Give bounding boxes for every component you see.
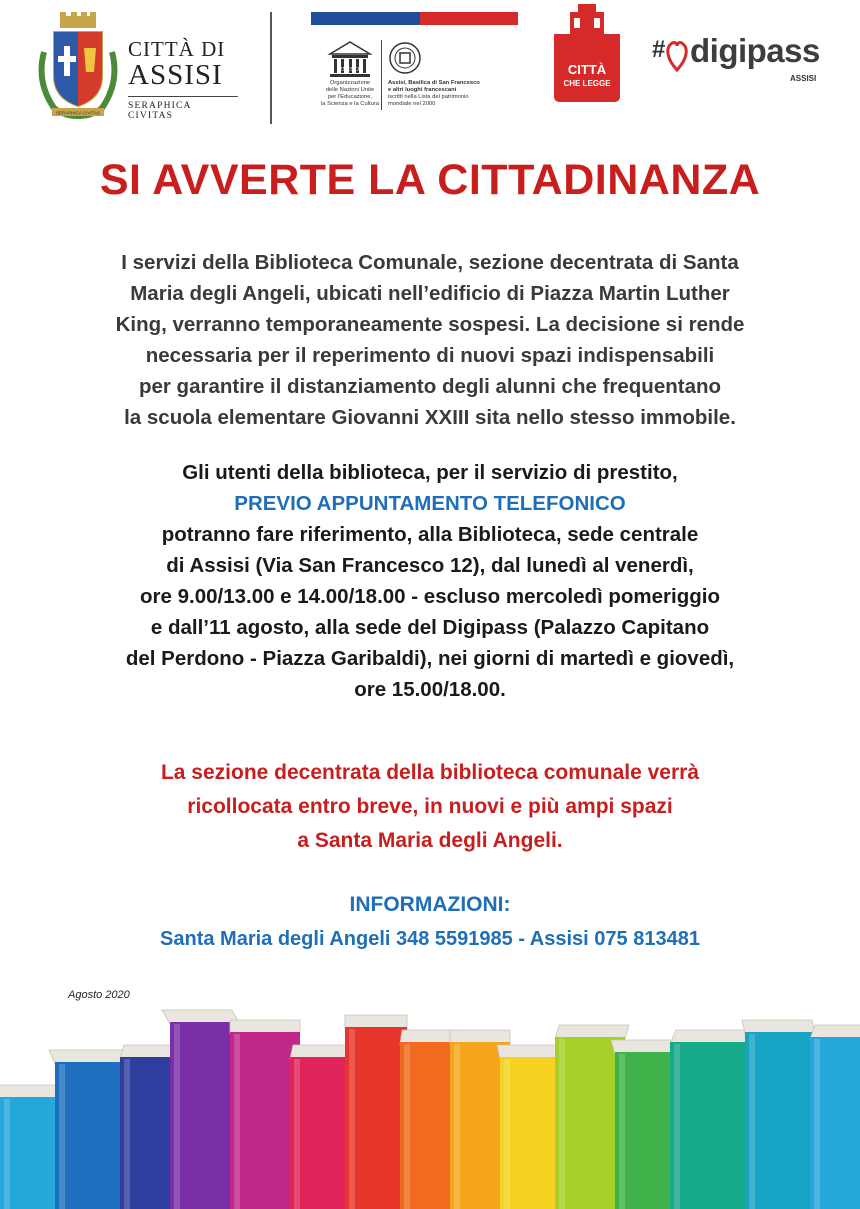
paragraph-line: King, verranno temporaneamente sospesi. La decisione si rende [115, 313, 745, 336]
book-pages [230, 1020, 300, 1034]
book-pages [162, 1010, 240, 1024]
book-spine-highlight [559, 1039, 565, 1209]
paragraph-line: a Santa Maria degli Angeli. [297, 829, 563, 852]
book-cover [230, 1032, 300, 1209]
paragraph-line: di Assisi (Via San Francesco 12), dal lunedì al venerdì, [166, 554, 694, 577]
book [670, 1030, 756, 1209]
header-divider [270, 12, 272, 124]
book-spine-highlight [619, 1054, 625, 1209]
book [742, 1020, 815, 1209]
book [230, 1020, 300, 1209]
appointment-highlight: PREVIO APPUNTAMENTO TELEFONICO [234, 492, 626, 515]
paragraph-line: la scuola elementare Giovanni XXIII sita nello stesso immobile. [124, 406, 736, 429]
unesco-org-line: per l'Educazione, [327, 94, 373, 100]
book [810, 1025, 860, 1209]
heritage-title-line: Assisi, Basilica di San Francesco [388, 80, 480, 86]
unesco-org-line: delle Nazioni Unite [325, 87, 375, 93]
book-spine-highlight [404, 1044, 410, 1209]
book-spine-highlight [124, 1059, 130, 1209]
book-pages [742, 1020, 815, 1034]
book [611, 1040, 680, 1209]
paragraph-line: ricollocata entro breve, in nuovi e più ampi spazi [187, 795, 673, 818]
book-spine-highlight [294, 1059, 300, 1209]
book [497, 1045, 562, 1209]
book-cover [555, 1037, 625, 1209]
assisi-crest-logo [34, 12, 122, 124]
paragraph-line: e dall’11 agosto, alla sede del Digipass (Palazzo Capitano [150, 616, 710, 639]
world-heritage-icon [387, 40, 423, 76]
paragraph-line: necessaria per il reperimento di nuovi spazi indispensabili [145, 344, 715, 367]
crest-banner-text: SERAPHICA CIVITAS [55, 110, 101, 116]
book-spine-highlight [174, 1024, 180, 1209]
paragraph-line: La sezione decentrata della biblioteca comunale verrà [160, 761, 700, 784]
unesco-color-bar [311, 12, 518, 25]
book-pages [810, 1025, 860, 1039]
heritage-text [388, 80, 508, 108]
book-spine-highlight [674, 1044, 680, 1209]
paragraph-line: per garantire il distanziamento degli alunni che frequentano [138, 375, 722, 398]
digipass-word: digipass [690, 32, 820, 69]
book-spine-highlight [59, 1064, 65, 1209]
digipass-sub: ASSISI [790, 74, 817, 83]
paragraph-line: ore 9.00/13.00 e 14.00/18.00 - escluso mercoledì pomeriggio [140, 585, 720, 608]
unesco-bar-red [420, 12, 518, 25]
book-spine-highlight [504, 1059, 510, 1209]
paragraph-line: ore 15.00/18.00. [354, 678, 506, 701]
heritage-note-line: mondiale nel 2000 [388, 101, 436, 107]
unesco-org-text [320, 80, 380, 108]
citta-legge-line1: CITTÀ [567, 62, 607, 77]
book-spine-highlight [4, 1099, 10, 1209]
book-pages [497, 1045, 562, 1059]
paragraph-line: I servizi della Biblioteca Comunale, sezione decentrata di Santa [121, 251, 739, 274]
book [345, 1015, 407, 1209]
citta-che-legge-logo [550, 4, 624, 104]
digipass-logo [652, 32, 822, 92]
info-contacts: Santa Maria degli Angeli 348 5591985 - Assisi 075 813481 [160, 928, 700, 950]
info-title: INFORMAZIONI: [349, 893, 511, 916]
relocation-paragraph [40, 756, 820, 858]
book-pages [611, 1040, 680, 1054]
book-spine-highlight [749, 1034, 755, 1209]
book-spine-highlight [814, 1039, 820, 1209]
paragraph-line: Maria degli Angeli, ubicati nell’edificio di Piazza Martin Luther [130, 282, 730, 305]
book-cover [670, 1042, 750, 1209]
unesco-word: UNESCO [337, 67, 363, 73]
heritage-note-line: iscritti nella Lista del patrimonio [388, 94, 469, 100]
heart-pin-icon [664, 38, 690, 72]
header [0, 0, 860, 130]
book-pages [670, 1030, 756, 1044]
digipass-hash: # [652, 36, 666, 63]
city-name [128, 38, 238, 121]
city-motto: SERAPHICA CIVITAS [128, 96, 238, 121]
book-pages [450, 1030, 510, 1044]
unesco-divider [381, 40, 382, 110]
announcement-paragraph [40, 247, 820, 433]
book-spine-highlight [234, 1034, 240, 1209]
book-cover [170, 1022, 240, 1209]
city-line2: ASSISI [128, 59, 223, 91]
paragraph-line: Gli utenti della biblioteca, per il servizio di prestito, [182, 461, 678, 484]
book [162, 1010, 240, 1209]
service-paragraph [40, 457, 820, 705]
unesco-org-line: Organizzazione [329, 80, 371, 86]
colorful-books-illustration [0, 990, 860, 1209]
document-date: Agosto 2020 [68, 989, 130, 1001]
heritage-title-line: e altri luoghi francescani [388, 87, 457, 93]
paragraph-line: potranno fare riferimento, alla Biblioteca, sede centrale [161, 523, 699, 546]
book-spine-highlight [454, 1044, 460, 1209]
paragraph-line: del Perdono - Piazza Garibaldi), nei giorni di martedì e giovedì, [125, 647, 735, 670]
citta-legge-line2: CHE LEGGE [563, 79, 611, 88]
city-line1: CITTÀ DI [128, 37, 226, 61]
book-pages [345, 1015, 407, 1029]
page-title: SI AVVERTE LA CITTADINANZA [99, 156, 761, 204]
unesco-bar-blue [311, 12, 420, 25]
book-pages [555, 1025, 629, 1039]
book-cover [745, 1032, 815, 1209]
unesco-org-line: la Scienza e la Cultura [320, 101, 379, 107]
book-spine-highlight [349, 1029, 355, 1209]
